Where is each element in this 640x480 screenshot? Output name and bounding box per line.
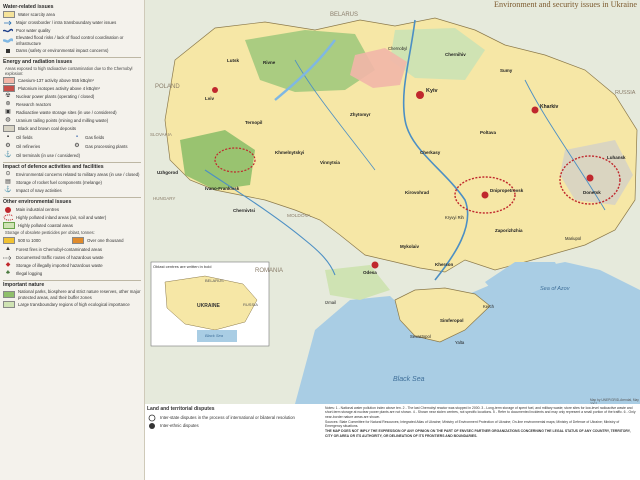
- ukraine-map: [145, 0, 640, 404]
- legend-panel: [0, 0, 145, 480]
- legend-item: ▪ Oil fields: [3, 134, 72, 141]
- industrial-centre-icon: [3, 206, 13, 213]
- military-area-icon: ⊙: [5, 170, 11, 177]
- country-label: POLAND: [155, 84, 180, 90]
- country-label: ROMANIA: [255, 268, 284, 274]
- legend-item: Inter-ethnic disputes: [147, 422, 320, 429]
- pesticides-row: [3, 236, 141, 245]
- map-credit: Map by UNEP/GRID-Arendal, May: [590, 398, 639, 402]
- illegal-waste-icon: ◆: [5, 261, 11, 268]
- city-label: Mariupol: [565, 236, 582, 241]
- legend-item: Highly polluted coastal areas: [3, 222, 141, 229]
- notes-block: [322, 404, 640, 480]
- country-label: MOLDOVA: [287, 214, 311, 219]
- gas-field-icon: ▪: [75, 133, 79, 140]
- legend-item: ▪ Gas fields: [72, 134, 141, 141]
- legend-item: Plutonium isotopes activity above 4 kBq/m²: [3, 85, 141, 92]
- city-label: Kryvyi Rih: [445, 215, 464, 220]
- city-label: Mykolaiv: [400, 244, 420, 249]
- donetsk-industrial-centre: [587, 175, 594, 182]
- legend-item: Major crossborder / intra transboundary water issues: [3, 19, 141, 26]
- disclaimer-text: THE MAP DOES NOT IMPLY THE EXPRESSION OF ANY OPINION ON THE PART OF ENVSEC PARTNER ORGANIZATIONS CONCERNING THE LEGAL STATUS OF ANY COUNTRY, TERRITORY, CITY OR AREA OR ITS AUTHORITY, OR DELINEATION OF ITS FRONTIERS AND BOUNDARIES.: [325, 429, 631, 438]
- lviv-industrial-centre: [212, 87, 218, 93]
- legend-item: Poor water quality: [3, 27, 141, 34]
- protected-area-swatch: [3, 291, 15, 298]
- legend-item: Caesium-137 activity above 555 kBq/m²: [3, 77, 141, 84]
- legend-item: Large transboundary regions of high ecological importance: [3, 301, 141, 308]
- polluted-inland-icon: [3, 214, 13, 221]
- city-label: Kherson: [435, 262, 454, 267]
- legend-heading-other: Other environmental issues: [3, 197, 141, 205]
- city-label: Kerch: [483, 304, 494, 309]
- inset-note: Oblast centres are written in bold: [153, 264, 212, 269]
- city-label: Sumy: [500, 68, 513, 73]
- city-label: Simferopol: [440, 318, 464, 323]
- legend-item: ▤ Storage of rocket fuel components (melange): [3, 179, 141, 186]
- city-label: Zaporizhzhia: [495, 228, 523, 233]
- legend-item: ⊛ Research reactors: [3, 101, 141, 108]
- nuclear-plant-icon: ☢: [5, 92, 11, 99]
- legend-item: National parks, biosphere and strict nature reserves, other major protected areas, and their buffer zones: [3, 289, 141, 300]
- city-label: Khmelnytskyi: [275, 150, 305, 155]
- radioactive-storage-icon: ▣: [5, 108, 11, 115]
- sea-label: Sea of Azov: [540, 286, 570, 292]
- sources-text: Sources: State Committee for Natural Resources; Integrated Atlas of Ukraine; Ministry of Environment Protection of Ukraine; On-line environmental maps; Ministry of Defence of Ukraine; Ministry of Emergency situations.: [325, 419, 620, 429]
- legend-item: Black and brown coal deposits: [3, 125, 141, 132]
- city-label: Izmail: [325, 300, 336, 305]
- legend-item: ▲ Forest fires in Chernobyl-contaminated areas: [3, 246, 141, 253]
- polluted-coastal-swatch: [3, 222, 15, 229]
- legend-heading-defence: Impact of defence activities and facilities: [3, 162, 141, 170]
- sea-label: Black Sea: [393, 376, 425, 383]
- legend-item: ⚓ Impact of navy activities: [4, 186, 62, 193]
- plutonium-swatch: [3, 85, 15, 92]
- city-label: Chernobyl: [388, 46, 408, 51]
- inset-label: RUSSIA: [243, 302, 258, 307]
- city-label: Yalta: [455, 340, 465, 345]
- legend-item: ◆ Storage of illegally imported hazardous waste: [3, 262, 141, 269]
- pesticides-subheading: Storage of obsolete pesticides per oblast, tonnes:: [5, 230, 95, 236]
- notes-text: Notes: 1 - National water pollution index above ten. 2 - The last Chernobyl reactor was stopped in 2000. 3 - Long-term storage of spent fuel, and military waste; store sites for low-level radioactive waste and short-term storage at nuclear power plants are not shown. 4 - Shown near stolen centres, not specific locations. 5 - Refer to documented incidents and may only represent a small portion of the traffic. 6 - Only near-border nature areas are shown.: [325, 406, 636, 419]
- rocket-fuel-icon: ▤: [5, 178, 11, 185]
- legend-item: Water scarcity area: [3, 11, 141, 18]
- legend-item: ♣ Illegal logging: [3, 270, 141, 277]
- country-label: RUSSIA: [615, 90, 636, 96]
- map-area: [145, 0, 640, 404]
- legend-item: Dams (safety or environmental impact concerns): [3, 47, 141, 54]
- hazardous-route-icon: [3, 254, 13, 261]
- city-label: Kharkiv: [540, 104, 559, 110]
- legend-heading-water: Water-related issues: [3, 4, 54, 10]
- legend-item: Over one thousand: [72, 237, 141, 244]
- oil-terminal-icon: ⚓: [4, 151, 12, 158]
- forest-fire-icon: ▲: [5, 245, 11, 252]
- oil-field-icon: ▪: [6, 133, 10, 140]
- oil-gas-grid: [3, 133, 141, 151]
- city-label: Ivano-Frankivsk: [205, 186, 240, 191]
- legend-item: ⚙ Oil refineries: [3, 143, 72, 150]
- legend-heading-nature: Important nature: [3, 280, 141, 288]
- interethnic-dispute-icon: [147, 422, 157, 429]
- city-label: Donetsk: [583, 190, 601, 195]
- city-label: Sevastopol: [410, 334, 431, 339]
- legend-item: ⚓ Oil terminals (in use / considered): [4, 151, 81, 158]
- city-label: Ternopil: [245, 120, 263, 125]
- kharkiv-industrial-centre: [532, 107, 539, 114]
- uranium-tailing-icon: ◍: [5, 116, 11, 123]
- city-label: Luhansk: [607, 155, 626, 160]
- legend-item: ⚙ Gas processing plants: [72, 143, 141, 150]
- legend-item: ◍ Uranium tailing points (mining and milling waste): [3, 117, 141, 124]
- city-label: Poltava: [480, 130, 497, 135]
- transboundary-region-swatch: [3, 301, 15, 308]
- illegal-logging-icon: ♣: [6, 269, 10, 276]
- city-label: Dnipropetrovsk: [490, 188, 524, 193]
- legend-item: Main industrial centres: [3, 206, 141, 213]
- navy-icon: ⚓: [4, 186, 12, 193]
- legend-item: Highly polluted inland areas (air, soil and water): [3, 214, 141, 221]
- city-label: Chernihiv: [445, 52, 466, 57]
- water-scarcity-swatch: [3, 11, 15, 18]
- poor-water-quality-icon: [3, 27, 13, 34]
- legend-item: ☢ Nuclear power plants (operating / closed): [3, 93, 141, 100]
- country-label: HUNGARY: [153, 196, 176, 201]
- flood-risk-icon: [3, 37, 13, 44]
- city-label: Odesa: [363, 270, 377, 275]
- dnipro-industrial-centre: [482, 192, 489, 199]
- city-label: Kyiv: [426, 88, 438, 94]
- legend-item: Inter-state disputes in the process of international or bilateral resolution: [147, 414, 320, 421]
- caesium-swatch: [3, 77, 15, 84]
- legend-item: Documented traffic routes of hazardous waste: [3, 254, 141, 261]
- pesticide-small-swatch: [3, 237, 15, 244]
- legend-item: 500 to 1000: [3, 237, 72, 244]
- city-label: Lutsk: [227, 58, 240, 63]
- city-label: Cherkasy: [420, 150, 441, 155]
- map-title: Environment and security issues in Ukraine: [493, 0, 637, 9]
- inset-label: BELARUS: [205, 278, 224, 283]
- inset-label: Black Sea: [205, 333, 224, 338]
- interstate-dispute-icon: [147, 414, 157, 421]
- city-label: Rivne: [263, 60, 276, 65]
- odesa-industrial-centre: [372, 262, 379, 269]
- city-label: Zhytomyr: [350, 112, 371, 117]
- city-label: Uzhgorod: [157, 170, 178, 175]
- city-label: Lviv: [205, 96, 215, 101]
- disputes-heading: Land and territorial disputes: [147, 406, 215, 412]
- pesticide-large-swatch: [72, 237, 84, 244]
- country-label: SLOVAKIA: [150, 132, 172, 137]
- kyiv-industrial-centre: [416, 91, 424, 99]
- legend-heading-energy: Energy and radiation issues: [3, 57, 141, 65]
- disputes-legend: [145, 404, 322, 480]
- country-label: BELARUS: [330, 12, 359, 18]
- inset-label: UKRAINE: [197, 303, 220, 309]
- dam-icon: [3, 47, 13, 54]
- legend-item: Elevated flood risks / lack of flood control coordination or infrastructure: [3, 35, 141, 46]
- legend-subheading: Areas exposed to high radioactive contamination due to the Chernobyl explosion:: [5, 66, 133, 77]
- city-label: Vinnytsia: [320, 160, 340, 165]
- city-label: Chernivtsi: [233, 208, 256, 213]
- legend-item: ⊙ Environmental concerns related to military areas (in use / closed): [3, 171, 141, 178]
- city-label: Kirovohrad: [405, 190, 430, 195]
- crossborder-arrows-icon: [3, 19, 13, 26]
- oil-refinery-icon: ⚙: [5, 142, 11, 149]
- legend-item: ▣ Radioactive waste storage sites (in use / considered): [3, 109, 141, 116]
- coal-swatch: [3, 125, 15, 132]
- research-reactor-icon: ⊛: [5, 100, 11, 107]
- gas-processing-icon: ⚙: [74, 142, 80, 149]
